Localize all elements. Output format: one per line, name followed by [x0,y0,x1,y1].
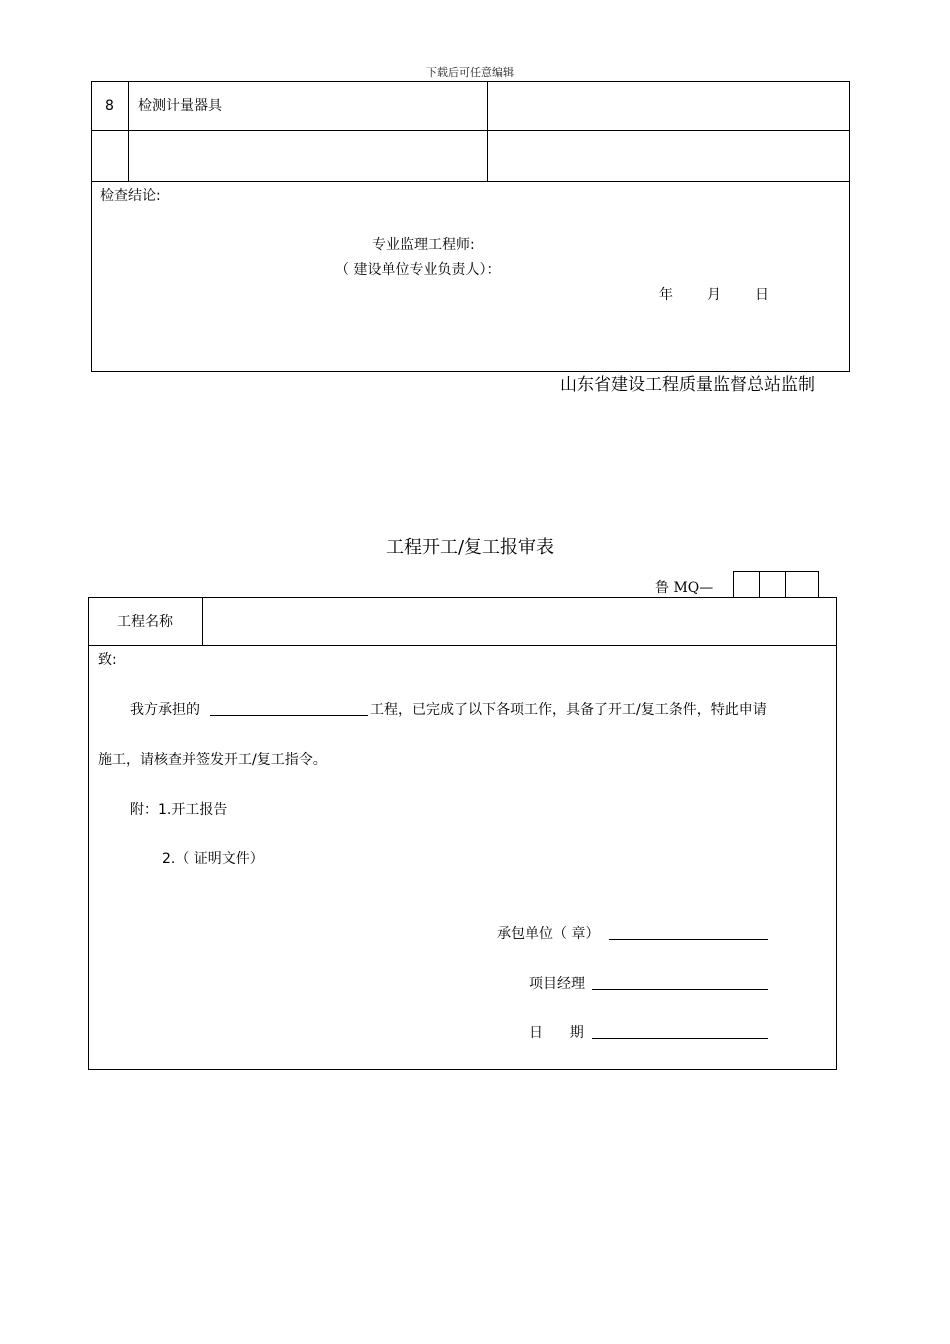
contractor-signature-line[interactable] [609,939,768,940]
table-col-divider [128,81,129,181]
row-label-measuring-instruments: 检测计量器具 [138,98,222,114]
statement-line1-start: 我方承担的 [130,702,200,718]
table-row-divider [91,181,850,182]
form-col-divider [202,597,203,645]
form-row-divider [88,645,837,646]
date-day: 日 [755,287,769,303]
issuing-organization: 山东省建设工程质量监督总站监制 [560,375,815,395]
addressee-label: 致: [98,652,117,668]
project-manager-label: 项目经理 [529,976,585,992]
form-code-box-1[interactable] [733,571,760,598]
inspection-table [91,81,850,372]
project-blank-underline[interactable] [210,715,368,716]
date-label: 日 期 [529,1025,584,1041]
form-code-prefix: 鲁 MQ— [655,580,714,596]
statement-line2: 施工，请核查并签发开工/复工指令。 [98,752,327,768]
attachment-2: 2.（ 证明文件） [162,851,264,867]
application-form [88,597,837,1070]
row-number: 8 [105,98,114,114]
date-year: 年 [659,287,673,303]
project-manager-signature-line[interactable] [592,989,768,990]
owner-representative-label: （ 建设单位专业负责人）： [335,262,501,278]
form-code-box-2[interactable] [759,571,786,598]
date-month: 月 [707,287,721,303]
date-line[interactable] [592,1038,768,1039]
download-note: 下载后可任意编辑 [426,66,514,79]
form-title: 工程开工/复工报审表 [385,537,555,558]
table-col-divider [487,81,488,181]
project-name-field[interactable] [204,599,835,644]
statement-line1-end: 工程，已完成了以下各项工作，具备了开工/复工条件，特此申请 [370,702,767,718]
project-name-label: 工程名称 [117,614,173,630]
attachment-1: 附：1.开工报告 [130,802,228,818]
table-row-divider [91,130,850,131]
conclusion-label: 检查结论: [100,188,161,204]
contractor-label: 承包单位（ 章） [497,926,600,942]
form-code-box-3[interactable] [785,571,819,598]
supervisor-label: 专业监理工程师: [372,237,475,253]
